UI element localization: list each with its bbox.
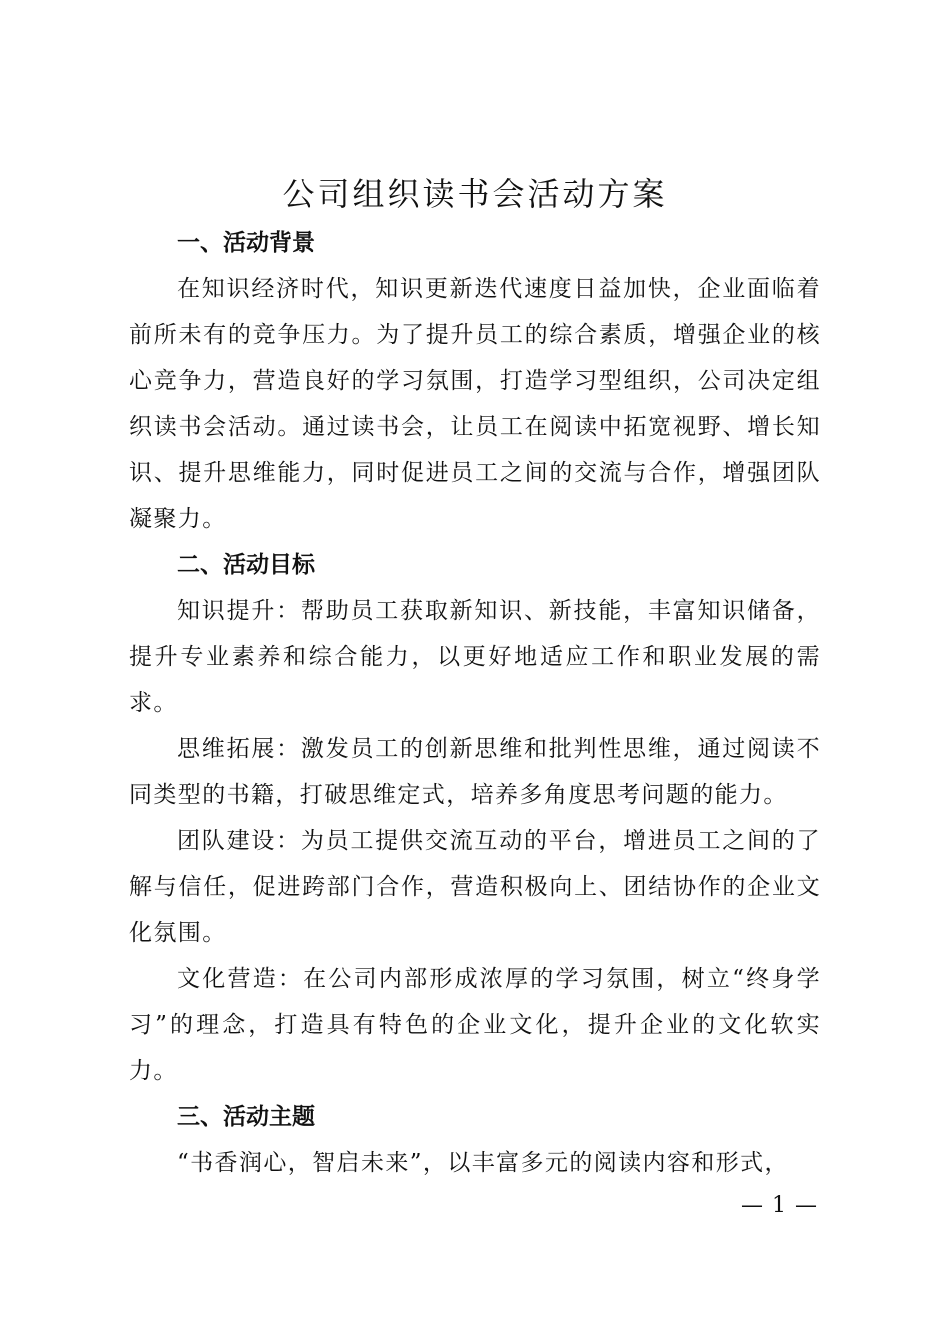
paragraph-goal-team: 团队建设：为员工提供交流互动的平台，增进员工之间的了解与信任，促进跨部门合作，营造积极向上、团结协作的企业文化氛围。 [129,828,821,946]
paragraph-goal-knowledge: 知识提升：帮助员工获取新知识、新技能，丰富知识储备，提升专业素养和综合能力，以更好地适应工作和职业发展的需求。 [129,598,821,716]
section-heading-background: 一、活动背景 [177,230,315,256]
paragraph-goal-culture: 文化营造：在公司内部形成浓厚的学习氛围，树立“终身学习”的理念，打造具有特色的企业文化，提升企业的文化软实力。 [129,966,821,1084]
paragraph-background: 在知识经济时代，知识更新迭代速度日益加快，企业面临着前所未有的竞争压力。为了提升员工的综合素质，增强企业的核心竞争力，营造良好的学习氛围，打造学习型组织，公司决定组织读书会活动。通过读书会，让员工在阅读中拓宽视野、增长知识、提升思维能力，同时促进员工之间的交流与合作，增强团队凝聚力。 [129,276,821,532]
section-heading-theme: 三、活动主题 [177,1104,315,1130]
section-heading-goals: 二、活动目标 [177,552,315,578]
paragraph-theme: “书香润心，智启未来”，以丰富多元的阅读内容和形式， [177,1150,789,1176]
document-title: 公司组织读书会活动方案 [282,175,668,213]
document-body [129,220,821,1186]
paragraph-goal-thinking: 思维拓展：激发员工的创新思维和批判性思维，通过阅读不同类型的书籍，打破思维定式，培养多角度思考问题的能力。 [129,736,821,808]
page-number: — 1 — [741,1193,818,1218]
